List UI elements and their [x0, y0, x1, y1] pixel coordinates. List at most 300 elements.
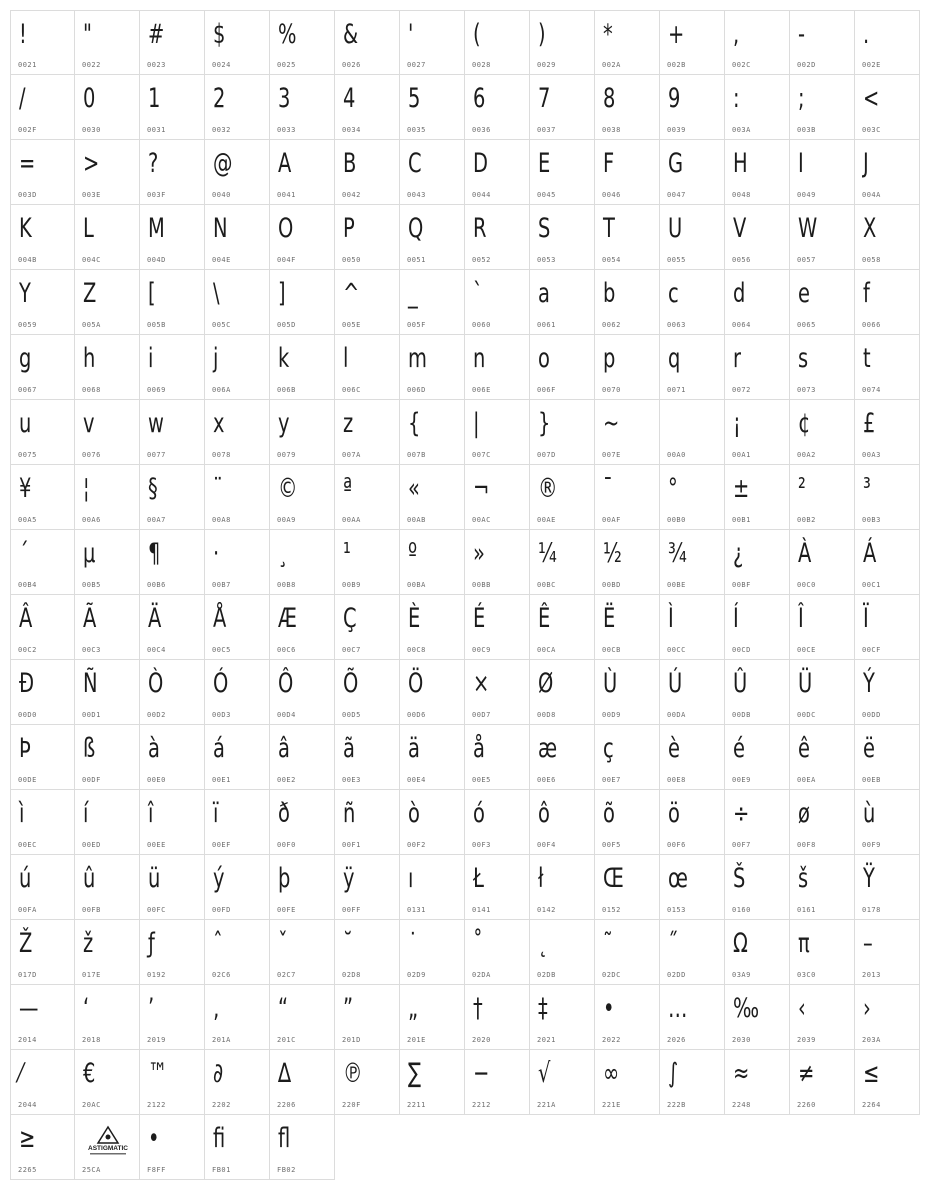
glyph-character: k [278, 343, 290, 374]
glyph-cell-00c5 [205, 595, 270, 660]
glyph-character: ∑ [408, 1058, 422, 1089]
codepoint-label: 2022 [602, 1036, 621, 1044]
codepoint-label: 0061 [537, 321, 556, 329]
glyph-character: ¥ [19, 473, 32, 504]
codepoint-label: 02DD [667, 971, 686, 979]
glyph-cell-201e [400, 985, 465, 1050]
glyph-cell-00b8 [270, 530, 335, 595]
glyph-character: \ [213, 278, 220, 309]
codepoint-label: 0039 [667, 126, 686, 134]
glyph-character: ð [278, 798, 290, 829]
glyph-cell-00aa [335, 465, 400, 530]
codepoint-label: 00D7 [472, 711, 491, 719]
codepoint-label: 0078 [212, 451, 231, 459]
glyph-cell-007a [335, 400, 400, 465]
glyph-cell-2013 [855, 920, 920, 985]
glyph-character: Œ [603, 863, 624, 894]
codepoint-label: 00D0 [18, 711, 37, 719]
codepoint-label: 201D [342, 1036, 361, 1044]
glyph-character: > [83, 148, 100, 179]
glyph-character: á [213, 733, 225, 764]
glyph-cell-00cb [595, 595, 660, 660]
glyph-character: ò [408, 798, 420, 829]
glyph-character: & [343, 19, 359, 50]
glyph-character: å [473, 733, 485, 764]
glyph-character: × [473, 668, 490, 699]
glyph-character: r [733, 343, 741, 374]
glyph-character: ƒ [148, 928, 155, 959]
glyph-character: ‘ [83, 993, 90, 1024]
codepoint-label: 0068 [82, 386, 101, 394]
glyph-character: Q [408, 213, 424, 244]
glyph-character: ﬁ [213, 1123, 226, 1154]
codepoint-label: 002A [602, 61, 621, 69]
glyph-cell-00d6 [400, 660, 465, 725]
codepoint-label: 0055 [667, 256, 686, 264]
codepoint-label: 00FD [212, 906, 231, 914]
glyph-character: ≈ [733, 1058, 750, 1089]
glyph-cell-00fe [270, 855, 335, 920]
glyph-character: f [863, 278, 870, 309]
logo-text: ASTIGMATIC [88, 1145, 128, 1152]
codepoint-label: 0048 [732, 191, 751, 199]
glyph-character: v [83, 408, 95, 439]
glyph-cell-00df [75, 725, 140, 790]
codepoint-label: 00FA [18, 906, 37, 914]
glyph-character: Ã [83, 603, 97, 634]
glyph-cell-0153 [660, 855, 725, 920]
glyph-cell-00c9 [465, 595, 530, 660]
glyph-character: € [83, 1058, 96, 1089]
glyph-character: É [473, 603, 486, 634]
glyph-character: õ [603, 798, 615, 829]
codepoint-label: 003F [147, 191, 166, 199]
codepoint-label: 02DC [602, 971, 621, 979]
codepoint-label: 2014 [18, 1036, 37, 1044]
glyph-cell-2022 [595, 985, 660, 1050]
codepoint-label: 02DB [537, 971, 556, 979]
glyph-cell-02c6 [205, 920, 270, 985]
glyph-character: ³ [863, 473, 871, 504]
glyph-cell-00b0 [660, 465, 725, 530]
codepoint-label: 0023 [147, 61, 166, 69]
codepoint-label: 00CF [862, 646, 881, 654]
glyph-character: œ [668, 863, 688, 894]
glyph-cell-00ae [530, 465, 595, 530]
glyph-character: ì [19, 798, 25, 829]
codepoint-label: 0075 [18, 451, 37, 459]
glyph-character: ⁄ [19, 1058, 23, 1089]
glyph-character: ž [83, 928, 94, 959]
glyph-character: 8 [603, 83, 616, 114]
codepoint-label: 00E2 [277, 776, 296, 784]
codepoint-label: 2211 [407, 1101, 426, 1109]
glyph-character: Y [19, 278, 31, 309]
glyph-character: û [83, 863, 96, 894]
codepoint-label: 0067 [18, 386, 37, 394]
glyph-character: u [19, 408, 32, 439]
glyph-character: ? [148, 148, 159, 179]
codepoint-label: 005F [407, 321, 426, 329]
glyph-cell-00fb [75, 855, 140, 920]
codepoint-label: 0037 [537, 126, 556, 134]
glyph-character: £ [863, 408, 876, 439]
glyph-cell-00e9 [725, 725, 790, 790]
glyph-cell-02dc [595, 920, 660, 985]
codepoint-label: 0029 [537, 61, 556, 69]
codepoint-label: 2122 [147, 1101, 166, 1109]
glyph-cell-2020 [465, 985, 530, 1050]
glyph-character: E [538, 148, 551, 179]
codepoint-label: 00FF [342, 906, 361, 914]
glyph-character: ¼ [538, 538, 557, 569]
glyph-cell-00db [725, 660, 790, 725]
glyph-character: Ò [148, 668, 164, 699]
codepoint-label: 222B [667, 1101, 686, 1109]
codepoint-label: 0045 [537, 191, 556, 199]
glyph-cell-0031 [140, 75, 205, 140]
codepoint-label: 0049 [797, 191, 816, 199]
glyph-cell-0075 [10, 400, 75, 465]
glyph-cell-00dc [790, 660, 855, 725]
glyph-character: Ä [148, 603, 162, 634]
glyph-character: ; [798, 83, 805, 114]
codepoint-label: 00A1 [732, 451, 751, 459]
codepoint-label: 00F1 [342, 841, 361, 849]
glyph-character: ¶ [148, 538, 161, 569]
glyph-cell-0035 [400, 75, 465, 140]
glyph-character: ” [343, 993, 354, 1024]
glyph-cell-0057 [790, 205, 855, 270]
codepoint-label: 00BF [732, 581, 751, 589]
codepoint-label: 00CC [667, 646, 686, 654]
codepoint-label: 0079 [277, 451, 296, 459]
glyph-cell-0034 [335, 75, 400, 140]
glyph-character: b [603, 278, 616, 309]
glyph-cell-2030 [725, 985, 790, 1050]
codepoint-label: 00C1 [862, 581, 881, 589]
codepoint-label: 0046 [602, 191, 621, 199]
glyph-cell-2260 [790, 1050, 855, 1115]
glyph-cell-004d [140, 205, 205, 270]
glyph-cell-0023 [140, 10, 205, 75]
codepoint-label: 00E1 [212, 776, 231, 784]
glyph-cell-0042 [335, 140, 400, 205]
glyph-cell-00ca [530, 595, 595, 660]
codepoint-label: 00EE [147, 841, 166, 849]
codepoint-label: 0035 [407, 126, 426, 134]
glyph-character: ¸ [278, 538, 288, 569]
codepoint-label: 00E4 [407, 776, 426, 784]
glyph-cell-0033 [270, 75, 335, 140]
glyph-cell-03a9 [725, 920, 790, 985]
glyph-character: _ [408, 278, 418, 309]
codepoint-label: 00C6 [277, 646, 296, 654]
glyph-character: „ [408, 993, 419, 1024]
glyph-cell-201c [270, 985, 335, 1050]
glyph-cell-003f [140, 140, 205, 205]
glyph-character: Ý [863, 668, 875, 699]
codepoint-label: 00AA [342, 516, 361, 524]
codepoint-label: 00A8 [212, 516, 231, 524]
glyph-character: ÿ [343, 863, 355, 894]
codepoint-label: 00A3 [862, 451, 881, 459]
codepoint-label: 2020 [472, 1036, 491, 1044]
codepoint-label: 004F [277, 256, 296, 264]
glyph-cell-00fd [205, 855, 270, 920]
glyph-cell-0021 [10, 10, 75, 75]
glyph-cell-00d8 [530, 660, 595, 725]
codepoint-label: 02C6 [212, 971, 231, 979]
glyph-character: X [863, 213, 877, 244]
codepoint-label: 201A [212, 1036, 231, 1044]
glyph-character: W [798, 213, 818, 244]
glyph-cell-00ba [400, 530, 465, 595]
glyph-cell-00c8 [400, 595, 465, 660]
glyph-character: " [83, 19, 92, 50]
codepoint-label: 03A9 [732, 971, 751, 979]
glyph-character: h [83, 343, 96, 374]
glyph-cell-00e3 [335, 725, 400, 790]
glyph-character: ‡ [538, 993, 548, 1024]
glyph-character: + [668, 19, 685, 50]
codepoint-label: 0071 [667, 386, 686, 394]
glyph-cell-00c0 [790, 530, 855, 595]
codepoint-label: 0064 [732, 321, 751, 329]
glyph-character: Ù [603, 668, 618, 699]
glyph-cell-0076 [75, 400, 140, 465]
glyph-cell-00d9 [595, 660, 660, 725]
codepoint-label: 005D [277, 321, 296, 329]
glyph-cell-004a [855, 140, 920, 205]
codepoint-label: 00DB [732, 711, 751, 719]
glyph-cell-220f [335, 1050, 400, 1115]
glyph-character: ö [668, 798, 680, 829]
codepoint-label: 00D1 [82, 711, 101, 719]
codepoint-label: 0069 [147, 386, 166, 394]
glyph-character: Õ [343, 668, 359, 699]
codepoint-label: 0058 [862, 256, 881, 264]
glyph-cell-005b [140, 270, 205, 335]
codepoint-label: 2206 [277, 1101, 296, 1109]
codepoint-label: 0054 [602, 256, 621, 264]
codepoint-label: 00C3 [82, 646, 101, 654]
glyph-cell-00b6 [140, 530, 205, 595]
glyph-character: Ł [473, 863, 484, 894]
codepoint-label: 0047 [667, 191, 686, 199]
codepoint-label: 007C [472, 451, 491, 459]
codepoint-label: 00EF [212, 841, 231, 849]
glyph-character: − [473, 1058, 490, 1089]
glyph-cell-0055 [660, 205, 725, 270]
codepoint-label: 0178 [862, 906, 881, 914]
glyph-cell-003c [855, 75, 920, 140]
glyph-cell-00be [660, 530, 725, 595]
codepoint-label: 0152 [602, 906, 621, 914]
codepoint-label: 00FB [82, 906, 101, 914]
glyph-cell-005f [400, 270, 465, 335]
codepoint-label: 00CA [537, 646, 556, 654]
glyph-cell-00ef [205, 790, 270, 855]
glyph-cell-00d2 [140, 660, 205, 725]
glyph-cell-2018 [75, 985, 140, 1050]
glyph-cell-0039 [660, 75, 725, 140]
glyph-cell-20ac [75, 1050, 140, 1115]
glyph-character: } [538, 408, 551, 439]
glyph-cell-0062 [595, 270, 660, 335]
glyph-character: @ [213, 148, 233, 179]
codepoint-label: 2026 [667, 1036, 686, 1044]
codepoint-label: 0057 [797, 256, 816, 264]
glyph-cell-0074 [855, 335, 920, 400]
codepoint-label: 00A0 [667, 451, 686, 459]
codepoint-label: 0022 [82, 61, 101, 69]
codepoint-label: 0026 [342, 61, 361, 69]
glyph-cell-0131 [400, 855, 465, 920]
glyph-character: ± [733, 473, 750, 504]
glyph-character: Ð [19, 668, 35, 699]
glyph-character: s [798, 343, 809, 374]
glyph-cell-00d5 [335, 660, 400, 725]
codepoint-label: 007B [407, 451, 426, 459]
glyph-cell-00d1 [75, 660, 140, 725]
glyph-cell-0052 [465, 205, 530, 270]
glyph-cell-00d0 [10, 660, 75, 725]
glyph-cell-00f7 [725, 790, 790, 855]
glyph-cell-0028 [465, 10, 530, 75]
glyph-cell-003b [790, 75, 855, 140]
codepoint-label: 017E [82, 971, 101, 979]
codepoint-label: 00E7 [602, 776, 621, 784]
glyph-cell-00f1 [335, 790, 400, 855]
codepoint-label: 0141 [472, 906, 491, 914]
codepoint-label: 2212 [472, 1101, 491, 1109]
codepoint-label: 00C5 [212, 646, 231, 654]
glyph-cell-0029 [530, 10, 595, 75]
glyph-character: Ô [278, 668, 294, 699]
glyph-character: ≠ [798, 1058, 815, 1089]
glyph-character: G [668, 148, 684, 179]
codepoint-label: 00A7 [147, 516, 166, 524]
codepoint-label: 00F7 [732, 841, 751, 849]
glyph-cell-005e [335, 270, 400, 335]
glyph-character: g [19, 343, 32, 374]
codepoint-label: 00F2 [407, 841, 426, 849]
glyph-cell-00e5 [465, 725, 530, 790]
glyph-cell-0056 [725, 205, 790, 270]
glyph-cell-00e7 [595, 725, 660, 790]
glyph-cell-25ca [75, 1115, 140, 1180]
glyph-character: J [863, 148, 869, 179]
codepoint-label: 0073 [797, 386, 816, 394]
glyph-character: Ω [733, 928, 748, 959]
codepoint-label: 02DA [472, 971, 491, 979]
codepoint-label: 0142 [537, 906, 556, 914]
codepoint-label: 00C0 [797, 581, 816, 589]
codepoint-label: 0040 [212, 191, 231, 199]
glyph-cell-00e6 [530, 725, 595, 790]
glyph-cell-f8ff [140, 1115, 205, 1180]
glyph-cell-00a2 [790, 400, 855, 465]
glyph-character: √ [538, 1058, 551, 1089]
glyph-character: ç [603, 733, 614, 764]
codepoint-label: 03C0 [797, 971, 816, 979]
codepoint-label: 00FC [147, 906, 166, 914]
glyph-cell-2211 [400, 1050, 465, 1115]
glyph-cell-0025 [270, 10, 335, 75]
codepoint-label: 005E [342, 321, 361, 329]
codepoint-label: 2248 [732, 1101, 751, 1109]
codepoint-label: 006E [472, 386, 491, 394]
codepoint-label: 2264 [862, 1101, 881, 1109]
codepoint-label: 00F8 [797, 841, 816, 849]
codepoint-label: 007D [537, 451, 556, 459]
glyph-cell-00c2 [10, 595, 75, 660]
codepoint-label: 00DD [862, 711, 881, 719]
codepoint-label: 007A [342, 451, 361, 459]
glyph-character: = [19, 148, 36, 179]
glyph-cell-00dd [855, 660, 920, 725]
glyph-cell-221e [595, 1050, 660, 1115]
glyph-cell-00cf [855, 595, 920, 660]
glyph-cell-002f [10, 75, 75, 140]
glyph-character: i [148, 343, 154, 374]
codepoint-label: 00BE [667, 581, 686, 589]
codepoint-label: 006F [537, 386, 556, 394]
glyph-character: 5 [408, 83, 421, 114]
codepoint-label: 00B2 [797, 516, 816, 524]
glyph-cell-0026 [335, 10, 400, 75]
glyph-cell-2026 [660, 985, 725, 1050]
codepoint-label: 00CB [602, 646, 621, 654]
glyph-cell-2265 [10, 1115, 75, 1180]
glyph-cell-007d [530, 400, 595, 465]
glyph-character: Ç [343, 603, 357, 634]
glyph-character: · [213, 538, 220, 569]
glyph-cell-00e8 [660, 725, 725, 790]
glyph-character: • [603, 993, 615, 1024]
glyph-character: ë [863, 733, 875, 764]
glyph-character: ‰ [733, 993, 760, 1024]
glyph-character: ª [343, 473, 353, 504]
glyph-character: ² [798, 473, 806, 504]
codepoint-label: 00F5 [602, 841, 621, 849]
glyph-cell-007e [595, 400, 660, 465]
glyph-cell-00ab [400, 465, 465, 530]
glyph-cell-00a9 [270, 465, 335, 530]
glyph-character: o [538, 343, 550, 374]
codepoint-label: 00DE [18, 776, 37, 784]
glyph-cell-0141 [465, 855, 530, 920]
glyph-cell-00f0 [270, 790, 335, 855]
glyph-cell-002b [660, 10, 725, 75]
glyph-character: # [148, 19, 165, 50]
glyph-character: d [733, 278, 746, 309]
codepoint-label: 00DA [667, 711, 686, 719]
glyph-character: * [603, 19, 613, 50]
codepoint-label: 00E3 [342, 776, 361, 784]
codepoint-label: 00BD [602, 581, 621, 589]
glyph-character: 6 [473, 83, 486, 114]
glyph-character: a [538, 278, 550, 309]
codepoint-label: 0027 [407, 61, 426, 69]
codepoint-label: 0053 [537, 256, 556, 264]
codepoint-label: 006D [407, 386, 426, 394]
glyph-cell-2122 [140, 1050, 205, 1115]
glyph-cell-00a3 [855, 400, 920, 465]
codepoint-label: 004E [212, 256, 231, 264]
glyph-character: V [733, 213, 747, 244]
